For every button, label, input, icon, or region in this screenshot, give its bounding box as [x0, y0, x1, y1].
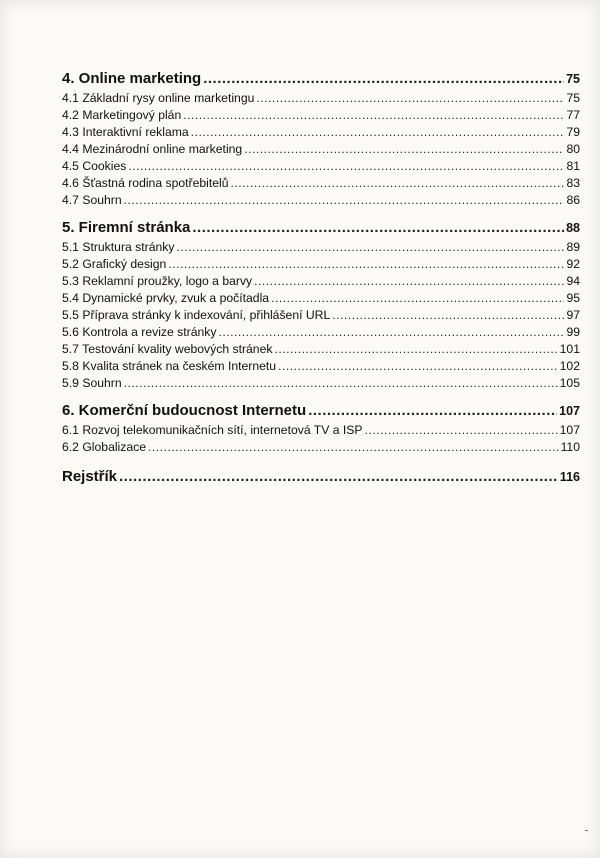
toc-entry-title: 5.9 Souhrn: [62, 376, 122, 390]
toc-entry-page: 86: [566, 193, 580, 207]
toc-entry-page: 102: [559, 359, 580, 373]
dot-leader: [191, 124, 565, 141]
toc-entry-page: 88: [566, 221, 580, 235]
toc-entry-page: 116: [559, 470, 580, 484]
toc-section-4-5: [62, 158, 580, 175]
toc-chapter-6: [62, 400, 580, 422]
toc-entry-title: 5.7 Testování kvality webových stránek: [62, 342, 273, 356]
toc-entry-page: 80: [566, 142, 580, 156]
toc-section-5-4: [62, 290, 580, 307]
toc-entry-title: 4.5 Cookies: [62, 159, 127, 173]
dot-leader: [274, 341, 557, 358]
toc-section-4-1: [62, 90, 580, 107]
toc-entry-title: 5.1 Struktura stránky: [62, 240, 175, 254]
toc-section-4-7: [62, 192, 580, 209]
dot-leader: [231, 175, 565, 192]
toc-entry-page: 77: [566, 108, 580, 122]
dot-leader: [278, 358, 558, 375]
dot-leader: [256, 90, 564, 107]
toc-entry-title: 6.2 Globalizace: [62, 440, 147, 454]
toc-section-5-3: [62, 273, 580, 290]
dot-leader: [119, 466, 558, 488]
toc-entry-page: 107: [559, 423, 580, 437]
toc-entry-page: 99: [566, 325, 580, 339]
toc-entry-title: 5.6 Kontrola a revize stránky: [62, 325, 217, 339]
toc-entry-title: 6.1 Rozvoj telekomunikačních sítí, internetová TV a ISP: [62, 423, 363, 437]
scan-speck: [585, 830, 588, 831]
toc-entry-title: 4.4 Mezinárodní online marketing: [62, 142, 243, 156]
toc-entry-page: 79: [566, 125, 580, 139]
toc-entry-title: 5. Firemní stránka: [62, 219, 191, 236]
dot-leader: [218, 324, 564, 341]
toc-section-4-2: [62, 107, 580, 124]
toc-section-5-5: [62, 307, 580, 324]
dot-leader: [124, 192, 565, 209]
toc-entry-page: 110: [560, 440, 580, 454]
dot-leader: [332, 307, 564, 324]
toc-section-5-9: [62, 375, 580, 392]
toc-entry-page: 101: [559, 342, 580, 356]
toc-entry-title: 6. Komerční budoucnost Internetu: [62, 402, 307, 419]
toc-entry-title: 4.3 Interaktivní reklama: [62, 125, 189, 139]
toc-entry-page: 81: [566, 159, 580, 173]
toc-chapter-4: [62, 68, 580, 90]
toc-entry-page: 89: [566, 240, 580, 254]
toc-entry-page: 105: [559, 376, 580, 390]
table-of-contents: [62, 68, 580, 488]
toc-entry-title: 5.2 Grafický design: [62, 257, 167, 271]
toc-entry-title: Rejstřík: [62, 468, 118, 485]
dot-leader: [308, 400, 557, 422]
toc-entry-title: 4.1 Základní rysy online marketingu: [62, 91, 255, 105]
dot-leader: [271, 290, 564, 307]
toc-section-4-3: [62, 124, 580, 141]
dot-leader: [192, 217, 564, 239]
toc-entry-page: 95: [566, 291, 580, 305]
dot-leader: [203, 68, 564, 90]
toc-entry-page: 92: [566, 257, 580, 271]
toc-entry-title: 4.6 Šťastná rodina spotřebitelů: [62, 176, 229, 190]
toc-entry-page: 107: [559, 404, 580, 418]
toc-section-5-7: [62, 341, 580, 358]
toc-entry-page: 97: [566, 308, 580, 322]
toc-section-4-6: [62, 175, 580, 192]
toc-entry-title: 4. Online marketing: [62, 70, 202, 87]
dot-leader: [176, 239, 564, 256]
toc-chapter-5: [62, 217, 580, 239]
toc-section-6-2: [62, 439, 580, 456]
toc-entry-title: 5.4 Dynamické prvky, zvuk a počítadla: [62, 291, 270, 305]
dot-leader: [244, 141, 564, 158]
dot-leader: [148, 439, 559, 456]
toc-entry-title: 5.5 Příprava stránky k indexování, přihlášení URL: [62, 308, 331, 322]
toc-entry-title: 4.7 Souhrn: [62, 193, 122, 207]
toc-entry-page: 83: [566, 176, 580, 190]
toc-section-4-4: [62, 141, 580, 158]
toc-section-5-2: [62, 256, 580, 273]
toc-entry-title: 5.3 Reklamní proužky, logo a barvy: [62, 274, 253, 288]
toc-entry-title: 5.8 Kvalita stránek na českém Internetu: [62, 359, 277, 373]
toc-index: [62, 466, 580, 488]
dot-leader: [124, 375, 558, 392]
toc-entry-title: 4.2 Marketingový plán: [62, 108, 182, 122]
toc-entry-page: 94: [566, 274, 580, 288]
toc-section-6-1: [62, 422, 580, 439]
toc-section-5-1: [62, 239, 580, 256]
toc-entry-page: 75: [566, 91, 580, 105]
dot-leader: [254, 273, 564, 290]
toc-section-5-6: [62, 324, 580, 341]
dot-leader: [183, 107, 564, 124]
dot-leader: [168, 256, 564, 273]
toc-entry-page: 75: [566, 72, 580, 86]
dot-leader: [365, 422, 558, 439]
dot-leader: [128, 158, 564, 175]
toc-section-5-8: [62, 358, 580, 375]
